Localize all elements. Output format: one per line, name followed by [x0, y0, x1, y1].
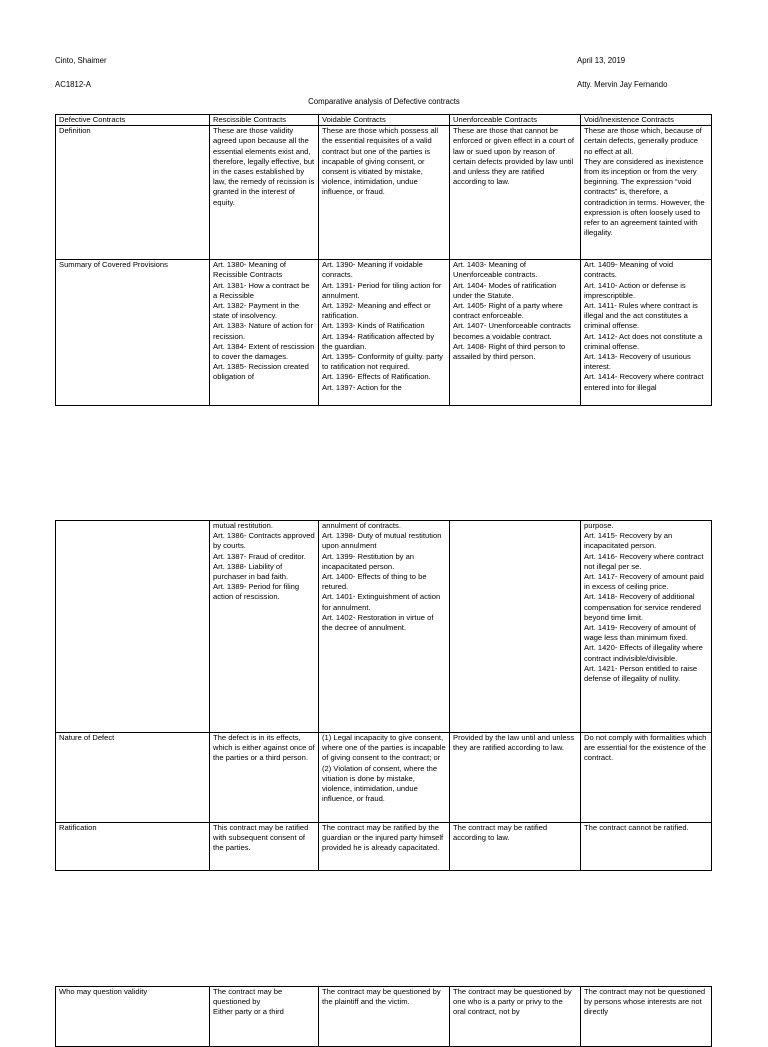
table-cell: These are those that cannot be enforced or given effect in a court of law or sued upon by reason of certain defects provided by law until and unless they are ratified according to law. — [450, 126, 581, 260]
table-cell: These are those validity agreed upon because all the essential elements exist and, therefore, legally effective, but in the cases established by law, the remedy of recission is granted in the interest of equity. — [210, 126, 319, 260]
table-header-row — [56, 115, 712, 126]
table-cell: These are those which, because of certain defects, generally produce no effect at all. They are considered as inexistence from its inception or from the very beginning. The expression “void contracts” is, therefore, a contradiction in terms. However, the expression is often loosely used to refer to an agreement tainted with illegality. — [581, 126, 712, 260]
row-label: Summary of Covered Provisions — [56, 260, 210, 406]
table-cell: Do not comply with formalities which are essential for the existence of the contract. — [581, 733, 712, 823]
table-cell: This contract may be ratified with subsequent consent of the parties. — [210, 823, 319, 871]
table-cell: The contract may be ratified according to law. — [450, 823, 581, 871]
table-cell: The defect is in its effects, which is either against once of the parties or a third person. — [210, 733, 319, 823]
table-cell: The contract cannot be ratified. — [581, 823, 712, 871]
table-cell: annulment of contracts. Art. 1398- Duty of mutual restitution upon annulment Art. 1399- Restitution by an incapacitated person. Art. 1400- Effects of thing to be retured. Art. 1401- Extinguishment of action for annulment. Art. 1402- Restoration in virtue of the decree of annulment. — [319, 521, 450, 733]
table-cell: Art. 1390- Meaning if voidable conracts. Art. 1391- Period for tiling action for annulment. Art. 1392- Meaning and effect or ratification. Art. 1393- Kinds of Ratification Art. 1394- Ratification affected by the guardian. Art. 1395- Conformity of guilty. party to ratification not required. Art. 1396- Effects of Ratification. Art. 1397- Action for the — [319, 260, 450, 406]
table-row-definition — [56, 126, 712, 260]
student-name: Cinto, Shaimer — [55, 56, 107, 65]
column-header: Voidable Contracts — [319, 115, 450, 126]
column-header: Defective Contracts — [56, 115, 210, 126]
column-header: Rescissible Contracts — [210, 115, 319, 126]
row-label: Nature of Defect — [56, 733, 210, 823]
comparison-table-part-2 — [55, 520, 712, 871]
professor-name: Atty. Mervin Jay Fernando — [577, 80, 668, 89]
comparison-table-part-1 — [55, 114, 712, 406]
table-cell: purpose. Art. 1415- Recovery by an incapacitated person. Art. 1416- Recovery where contract not illegal per se. Art. 1417- Recovery of amount paid in excess of ceiling price. Art. 1418- Recovery of additional compensation for service rendered beyond time limit. Art. 1419- Recovery of amount of wage less than minimum fixed. Art. 1420- Effects of illegality where contract indivisible/divisible. Art. 1421- Person entitled to raise defense of illegality of nullity. — [581, 521, 712, 733]
page-gap — [0, 406, 768, 519]
table-cell: Art. 1403- Meaning of Unenforceable contracts. Art. 1404- Modes of ratification under the Statute. Art. 1405- Right of a party where contract enforceable. Art. 1407- Unenforceable contracts becomes a voidable contract. Art. 1408- Right of third person to assailed by third person. — [450, 260, 581, 406]
table-row-provisions — [56, 260, 712, 406]
section-code: AC1812-A — [55, 80, 91, 89]
table-cell: The contract may be questioned by Either party or a third — [210, 987, 319, 1047]
table-row-nature-of-defect — [56, 733, 712, 823]
table-cell — [450, 521, 581, 733]
table-cell: The contract may not be questioned by persons whose interests are not directly — [581, 987, 712, 1047]
table-row-provisions-continued — [56, 521, 712, 733]
column-header: Void/Inexistence Contracts — [581, 115, 712, 126]
table-cell: Provided by the law until and unless they are ratified according to law. — [450, 733, 581, 823]
row-label — [56, 521, 210, 733]
table-cell: The contract may be ratified by the guardian or the injured party himself provided he is already capacitated. — [319, 823, 450, 871]
table-cell: These are those which possess all the essential requisites of a valid contract but one of the parties is incapable of giving consent, or consent is vitiated by mistake, violence, intimidation, undue influence, or fraud. — [319, 126, 450, 260]
row-label: Ratification — [56, 823, 210, 871]
table-row-who-may-question — [56, 987, 712, 1047]
table-cell: (1) Legal incapacity to give consent, where one of the parties is incapable of giving consent to the contract; or (2) Violation of consent, where the vitiation is done by mistake, violence, intimidation, undue influence, or fraud. — [319, 733, 450, 823]
row-label: Who may question validity — [56, 987, 210, 1047]
comparison-table-part-3 — [55, 986, 712, 1047]
table-cell: mutual restitution. Art. 1386- Contracts approved by courts. Art. 1387- Fraud of creditor. Art. 1388- Liability of purchaser in bad faith. Art. 1389- Period for filing action of rescission. — [210, 521, 319, 733]
table-cell: The contract may be questioned by one who is a party or privy to the oral contract, not by — [450, 987, 581, 1047]
row-label: Definition — [56, 126, 210, 260]
table-row-ratification — [56, 823, 712, 871]
page-title: Comparative analysis of Defective contracts — [308, 97, 460, 106]
table-cell: Art. 1409- Meaning of void contracts. Art. 1410- Action or defense is imprescriptible. Art. 1411- Rules where contract is illegal and the act constitutes a criminal offense. Art. 1412- Act does not constitute a criminal offense. Art. 1413- Recovery of usurious interest. Art. 1414- Recovery where contract entered into for illegal — [581, 260, 712, 406]
document-date: April 13, 2019 — [577, 56, 626, 65]
table-cell: The contract may be questioned by the plaintiff and the victim. — [319, 987, 450, 1047]
table-cell: Art. 1380- Meaning of Recissible Contracts Art. 1381- How a contract be a Recissible Art. 1382- Payment in the state of insolvency. Art. 1383- Nature of action for recission. Art. 1384- Extent of rescission to cover the damages. Art. 1385- Recission created obligation of — [210, 260, 319, 406]
column-header: Unenforceable Contracts — [450, 115, 581, 126]
